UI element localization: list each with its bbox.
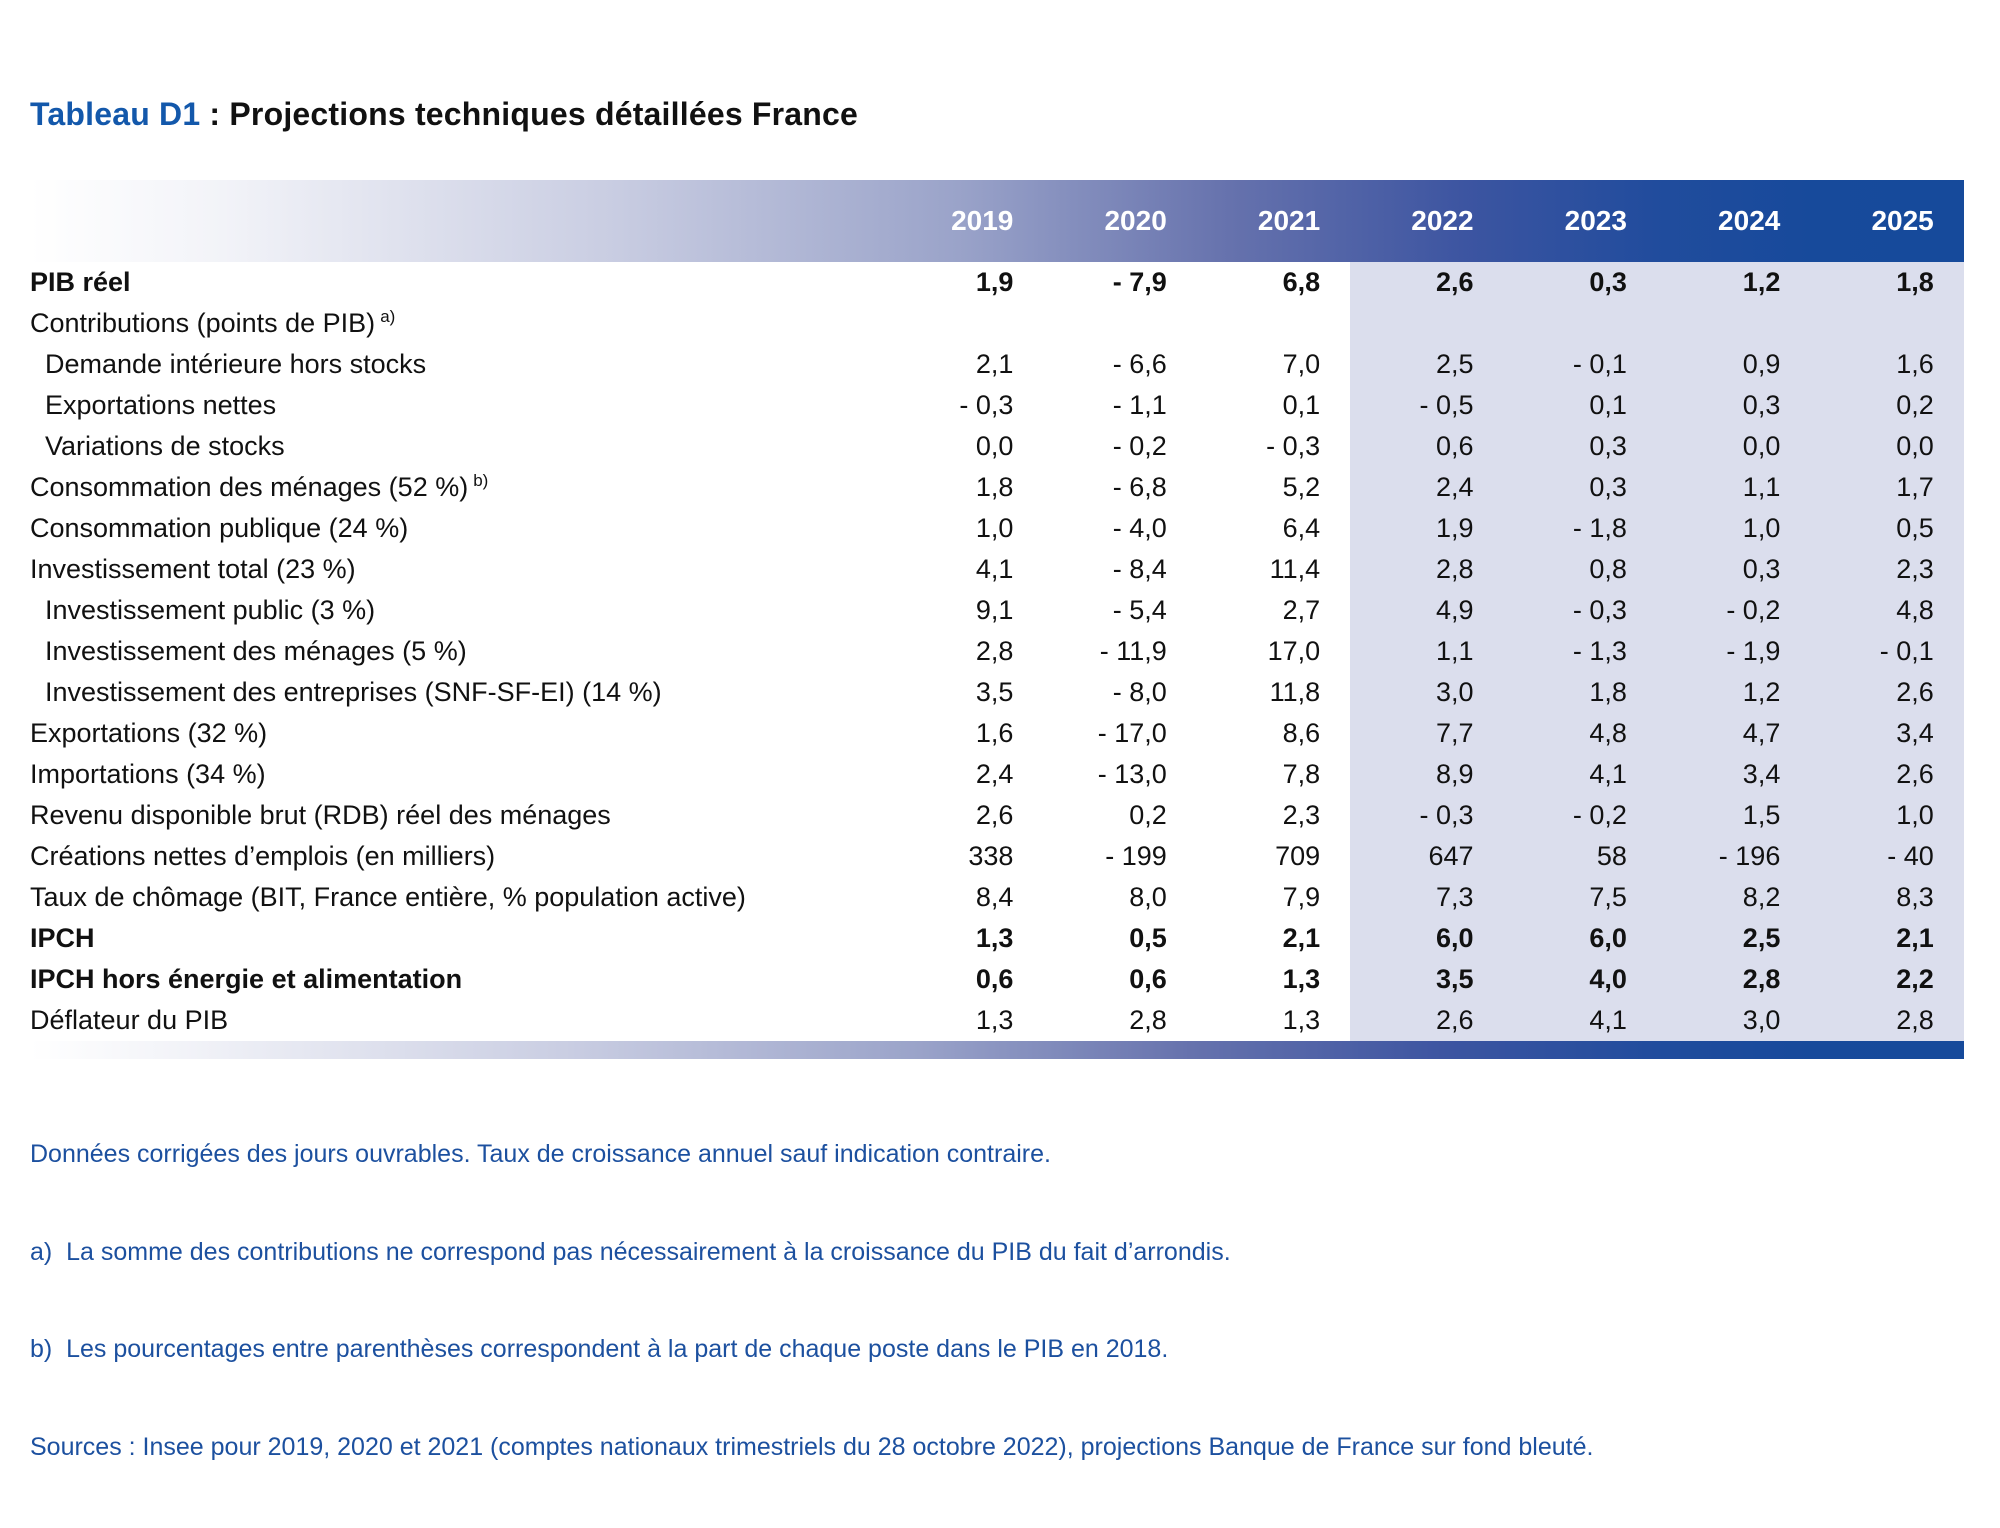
value-cell: 1,6 [1810,344,1963,385]
row-label: IPCH hors énergie et alimentation [30,964,463,994]
value-cell: - 1,9 [1657,631,1810,672]
value-cell: 1,6 [975,718,1014,748]
value-cell: 2,2 [1810,959,1963,1000]
value-cell: 0,3 [1504,262,1657,303]
value-cell: 4,1 [1504,754,1657,795]
row-label: Exportations (32 %) [30,718,268,748]
value-cell: 7,3 [1350,877,1503,918]
value-cell: - 0,3 [1350,795,1503,836]
value-cell: 4,1 [975,554,1014,584]
value-cell: 2,6 [1810,672,1963,713]
value-cell: 0,3 [1504,426,1657,467]
value-cell: 0,2 [1810,385,1963,426]
table-bottom-bar [30,1041,1964,1059]
value-cell: 9,1 [975,595,1014,625]
table-row [30,918,1964,959]
value-cell: 11,8 [1269,677,1321,707]
value-cell: 4,1 [1504,1000,1657,1041]
value-cell: 0,0 [1657,426,1810,467]
value-cell: 338 [968,841,1014,871]
value-cell: 3,4 [1657,754,1810,795]
row-label: Investissement public (3 %) [45,595,376,625]
table-row [30,754,1964,795]
value-cell: - 0,2 [1504,795,1657,836]
value-cell: 2,5 [1350,344,1503,385]
footnote-line: Sources : Insee pour 2019, 2020 et 2021 (comptes nationaux trimestriels du 28 octobre 2022), projections Banque de France sur fond bleuté. [30,1432,1594,1461]
value-cell: 8,3 [1810,877,1963,918]
table-row [30,1000,1964,1041]
value-cell: 1,8 [1504,672,1657,713]
value-cell: 2,8 [1810,1000,1963,1041]
value-cell: 3,5 [1350,959,1503,1000]
value-cell: 8,4 [975,882,1014,912]
value-cell [890,303,1043,344]
value-cell: 2,1 [975,349,1014,379]
value-cell: 2,8 [1657,959,1810,1000]
row-label: Investissement des ménages (5 %) [45,636,467,666]
value-cell: 2,6 [975,800,1014,830]
row-label: Exportations nettes [45,390,277,420]
table-row [30,508,1964,549]
value-cell: 3,0 [1657,1000,1810,1041]
value-cell: 6,0 [1504,918,1657,959]
value-cell: 3,4 [1810,713,1963,754]
value-cell: 58 [1504,836,1657,877]
year-header: 2023 [1564,205,1627,236]
value-cell: 4,8 [1504,713,1657,754]
value-cell: 1,9 [1350,508,1503,549]
table-row [30,836,1964,877]
value-cell: 4,7 [1657,713,1810,754]
value-cell: 2,6 [1350,1000,1503,1041]
table-row [30,672,1964,713]
value-cell: 2,8 [975,636,1014,666]
value-cell: - 196 [1657,836,1810,877]
value-cell: 1,8 [1810,262,1963,303]
value-cell: 6,8 [1282,267,1321,297]
table-id-label: Tableau D1 [30,96,201,132]
value-cell: 7,8 [1282,759,1321,789]
table-body [30,262,1964,1041]
value-cell: 0,3 [1657,549,1810,590]
value-cell: - 8,0 [1112,677,1167,707]
value-cell: 6,4 [1282,513,1321,543]
value-cell: 0,5 [1810,508,1963,549]
value-cell: 1,0 [975,513,1014,543]
value-cell: - 13,0 [1097,759,1167,789]
table-row [30,467,1964,508]
footnote-marker: a) [380,307,396,326]
value-cell: 11,4 [1269,554,1321,584]
table-row [30,426,1964,467]
year-header: 2022 [1411,205,1474,236]
value-cell: - 0,3 [959,390,1014,420]
value-cell: 1,2 [1657,262,1810,303]
value-cell: 2,3 [1810,549,1963,590]
table-row [30,795,1964,836]
value-cell [1043,303,1196,344]
value-cell: - 11,9 [1099,636,1167,666]
value-cell: 6,0 [1350,918,1503,959]
value-cell: 2,1 [1810,918,1963,959]
value-cell: 1,1 [1657,467,1810,508]
value-cell: 0,6 [975,964,1014,994]
value-cell: 17,0 [1267,636,1321,666]
row-label: Consommation des ménages (52 %) $^{b)}$ [30,471,489,502]
table-row [30,959,1964,1000]
value-cell: 0,0 [975,431,1014,461]
title-text: Projections techniques détaillées France [229,96,859,132]
footnote-line: b) Les pourcentages entre parenthèses correspondent à la part de chaque poste dans le PIB en 2018. [30,1335,1169,1363]
year-header: 2025 [1871,205,1934,236]
table-row [30,713,1964,754]
row-label: Demande intérieure hors stocks [45,349,427,379]
value-cell: 7,7 [1350,713,1503,754]
value-cell: 2,8 [1129,1005,1167,1035]
value-cell: 2,5 [1657,918,1810,959]
value-cell: 1,7 [1810,467,1963,508]
value-cell: 709 [1275,841,1321,871]
value-cell: 0,8 [1504,549,1657,590]
value-cell: 8,2 [1657,877,1810,918]
value-cell: 0,5 [1129,923,1167,953]
value-cell: - 0,5 [1350,385,1503,426]
value-cell [1350,303,1503,344]
value-cell: 1,3 [1282,964,1321,994]
value-cell: - 6,6 [1112,349,1167,379]
value-cell: - 6,8 [1112,472,1167,502]
row-label: Variations de stocks [45,431,285,461]
value-cell: 0,6 [1350,426,1503,467]
value-cell: 8,6 [1282,718,1321,748]
table-row [30,344,1964,385]
row-label: Taux de chômage (BIT, France entière, % population active) [30,882,746,912]
value-cell: - 40 [1810,836,1963,877]
value-cell: 0,3 [1657,385,1810,426]
value-cell: - 199 [1105,841,1167,871]
value-cell: 2,6 [1350,262,1503,303]
table-row [30,877,1964,918]
row-label: Revenu disponible brut (RDB) réel des ménages [30,800,611,830]
value-cell: 3,5 [975,677,1014,707]
value-cell: - 17,0 [1097,718,1167,748]
value-cell: 2,4 [975,759,1014,789]
value-cell: - 8,4 [1112,554,1167,584]
value-cell: 7,5 [1504,877,1657,918]
value-cell: 2,7 [1282,595,1321,625]
value-cell: 7,0 [1282,349,1321,379]
row-label: Importations (34 %) [30,759,266,789]
value-cell: 7,9 [1282,882,1321,912]
year-header: 2019 [951,205,1014,236]
value-cell: 1,2 [1657,672,1810,713]
value-cell: 2,1 [1282,923,1321,953]
value-cell: 2,3 [1282,800,1321,830]
value-cell: 1,8 [975,472,1014,502]
value-cell: 4,8 [1810,590,1963,631]
value-cell: - 4,0 [1112,513,1167,543]
footnote-line: Données corrigées des jours ouvrables. Taux de croissance annuel sauf indication contraire. [30,1140,1051,1168]
value-cell: - 0,3 [1266,431,1321,461]
value-cell: 3,0 [1350,672,1503,713]
row-label: IPCH [30,923,95,953]
value-cell [1657,303,1810,344]
value-cell: 0,1 [1282,390,1321,420]
value-cell: 8,0 [1129,882,1167,912]
year-header: 2020 [1104,205,1167,236]
value-cell: 0,3 [1504,467,1657,508]
value-cell: - 0,2 [1112,431,1167,461]
table-row [30,590,1964,631]
value-cell: 2,8 [1350,549,1503,590]
value-cell: 1,0 [1810,795,1963,836]
value-cell: - 1,8 [1504,508,1657,549]
footnotes [30,1073,1960,1528]
value-cell [1504,303,1657,344]
value-cell: 1,3 [1282,1005,1321,1035]
value-cell: 1,1 [1350,631,1503,672]
value-cell: - 7,9 [1112,267,1167,297]
header-label-spacer [30,180,890,262]
value-cell: 0,6 [1129,964,1167,994]
table-row [30,631,1964,672]
footnote-marker: b) [473,471,489,490]
table-row [30,303,1964,344]
value-cell: 1,0 [1657,508,1810,549]
row-label: Investissement total (23 %) [30,554,356,584]
row-label: Investissement des entreprises (SNF-SF-EI) (14 %) [45,677,662,707]
value-cell: 1,5 [1657,795,1810,836]
table-row [30,385,1964,426]
value-cell: 1,9 [975,267,1014,297]
row-label: PIB réel [30,267,131,297]
value-cell: - 1,1 [1112,390,1167,420]
value-cell: 1,3 [975,923,1014,953]
value-cell: - 0,1 [1810,631,1963,672]
value-cell: 0,0 [1810,426,1963,467]
value-cell: - 0,2 [1657,590,1810,631]
row-label: Consommation publique (24 %) [30,513,409,543]
row-label: Créations nettes d’emplois (en milliers) [30,841,496,871]
value-cell: - 0,1 [1504,344,1657,385]
row-label: Déflateur du PIB [30,1005,229,1035]
year-header: 2021 [1257,205,1321,236]
value-cell: 0,1 [1504,385,1657,426]
footnote-line: a) La somme des contributions ne correspond pas nécessairement à la croissance du PIB du fait d’arrondis. [30,1237,1231,1266]
value-cell [1197,303,1350,344]
page-title [30,96,858,133]
value-cell: 0,9 [1657,344,1810,385]
value-cell: 4,0 [1504,959,1657,1000]
value-cell: 5,2 [1282,472,1321,502]
value-cell: - 0,3 [1504,590,1657,631]
table-row [30,262,1964,303]
value-cell [1810,303,1963,344]
year-header: 2024 [1718,205,1781,236]
value-cell: - 1,3 [1504,631,1657,672]
table-row [30,549,1964,590]
value-cell: 647 [1350,836,1503,877]
value-cell: 2,4 [1350,467,1503,508]
value-cell: - 5,4 [1112,595,1167,625]
value-cell: 2,6 [1810,754,1963,795]
value-cell: 4,9 [1350,590,1503,631]
value-cell: 0,2 [1129,800,1167,830]
projections-table [30,180,1964,1059]
title-separator: : [200,96,230,132]
value-cell: 1,3 [975,1005,1014,1035]
table-header-row [30,180,1964,262]
value-cell: 8,9 [1350,754,1503,795]
row-label: Contributions (points de PIB) $^{a)}$ [30,307,396,338]
